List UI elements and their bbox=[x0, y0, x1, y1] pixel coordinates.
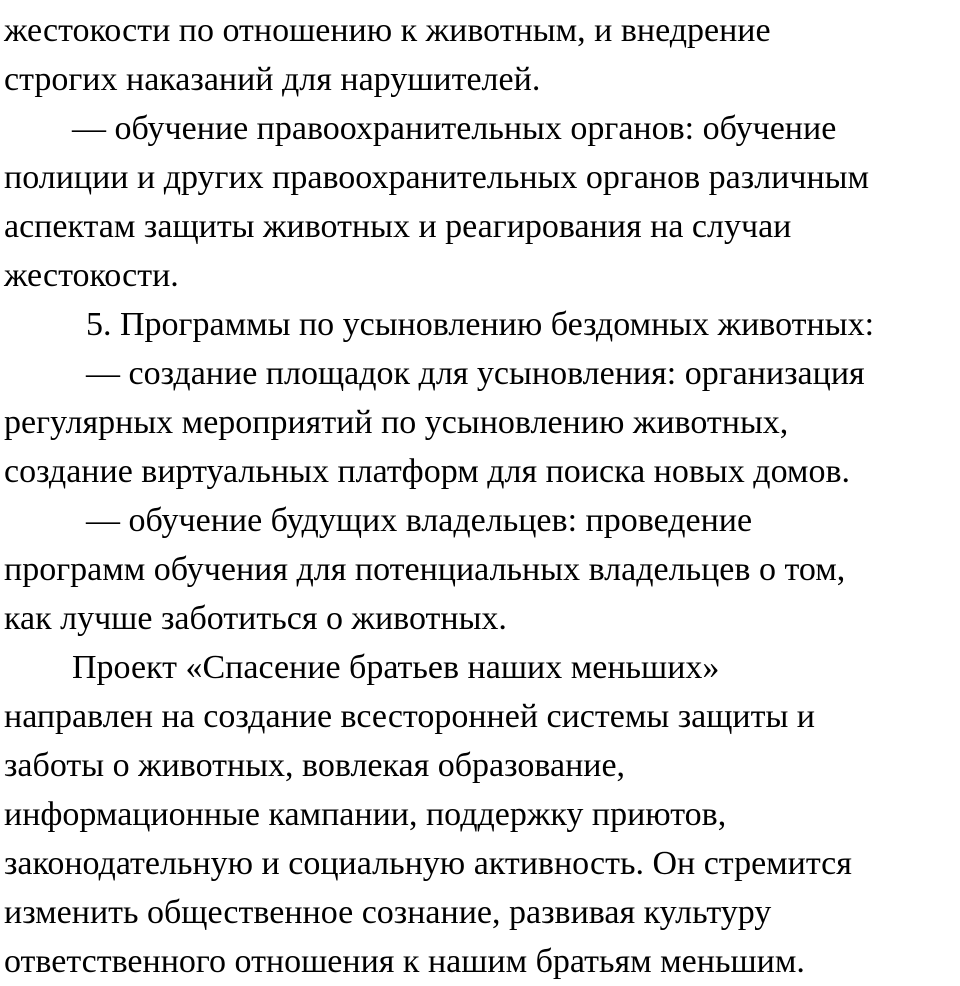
text-line: жестокости по отношению к животным, и внедрение bbox=[4, 12, 771, 49]
text-line: полиции и других правоохранительных органов различным bbox=[4, 159, 870, 196]
text-line: изменить общественное сознание, развивая культуру bbox=[4, 894, 772, 931]
list-item-dash: — создание площадок для усыновления: организация bbox=[86, 355, 865, 392]
text-line: аспектам защиты животных и реагирования на случаи bbox=[4, 208, 792, 245]
text-line: заботы о животных, вовлекая образование, bbox=[4, 747, 626, 784]
text-line: жестокости. bbox=[4, 257, 179, 294]
list-item-dash: — обучение будущих владельцев: проведение bbox=[86, 502, 753, 539]
text-line: законодательную и социальную активность. Он стремится bbox=[4, 845, 852, 882]
list-item-dash: — обучение правоохранительных органов: обучение bbox=[72, 110, 837, 147]
text-line: программ обучения для потенциальных владельцев о том, bbox=[4, 551, 846, 588]
text-line: ответственного отношения к нашим братьям меньшим. bbox=[4, 943, 805, 980]
text-line: строгих наказаний для нарушителей. bbox=[4, 61, 541, 98]
section-heading: 5. Программы по усыновлению бездомных животных: bbox=[86, 306, 875, 343]
paragraph-start: Проект «Спасение братьев наших меньших» bbox=[72, 649, 720, 686]
text-line: создание виртуальных платформ для поиска новых домов. bbox=[4, 453, 850, 490]
text-line: направлен на создание всесторонней системы защиты и bbox=[4, 698, 816, 735]
text-line: регулярных мероприятий по усыновлению животных, bbox=[4, 404, 789, 441]
text-line: как лучше заботиться о животных. bbox=[4, 600, 507, 637]
text-line: информационные кампании, поддержку приютов, bbox=[4, 796, 727, 833]
